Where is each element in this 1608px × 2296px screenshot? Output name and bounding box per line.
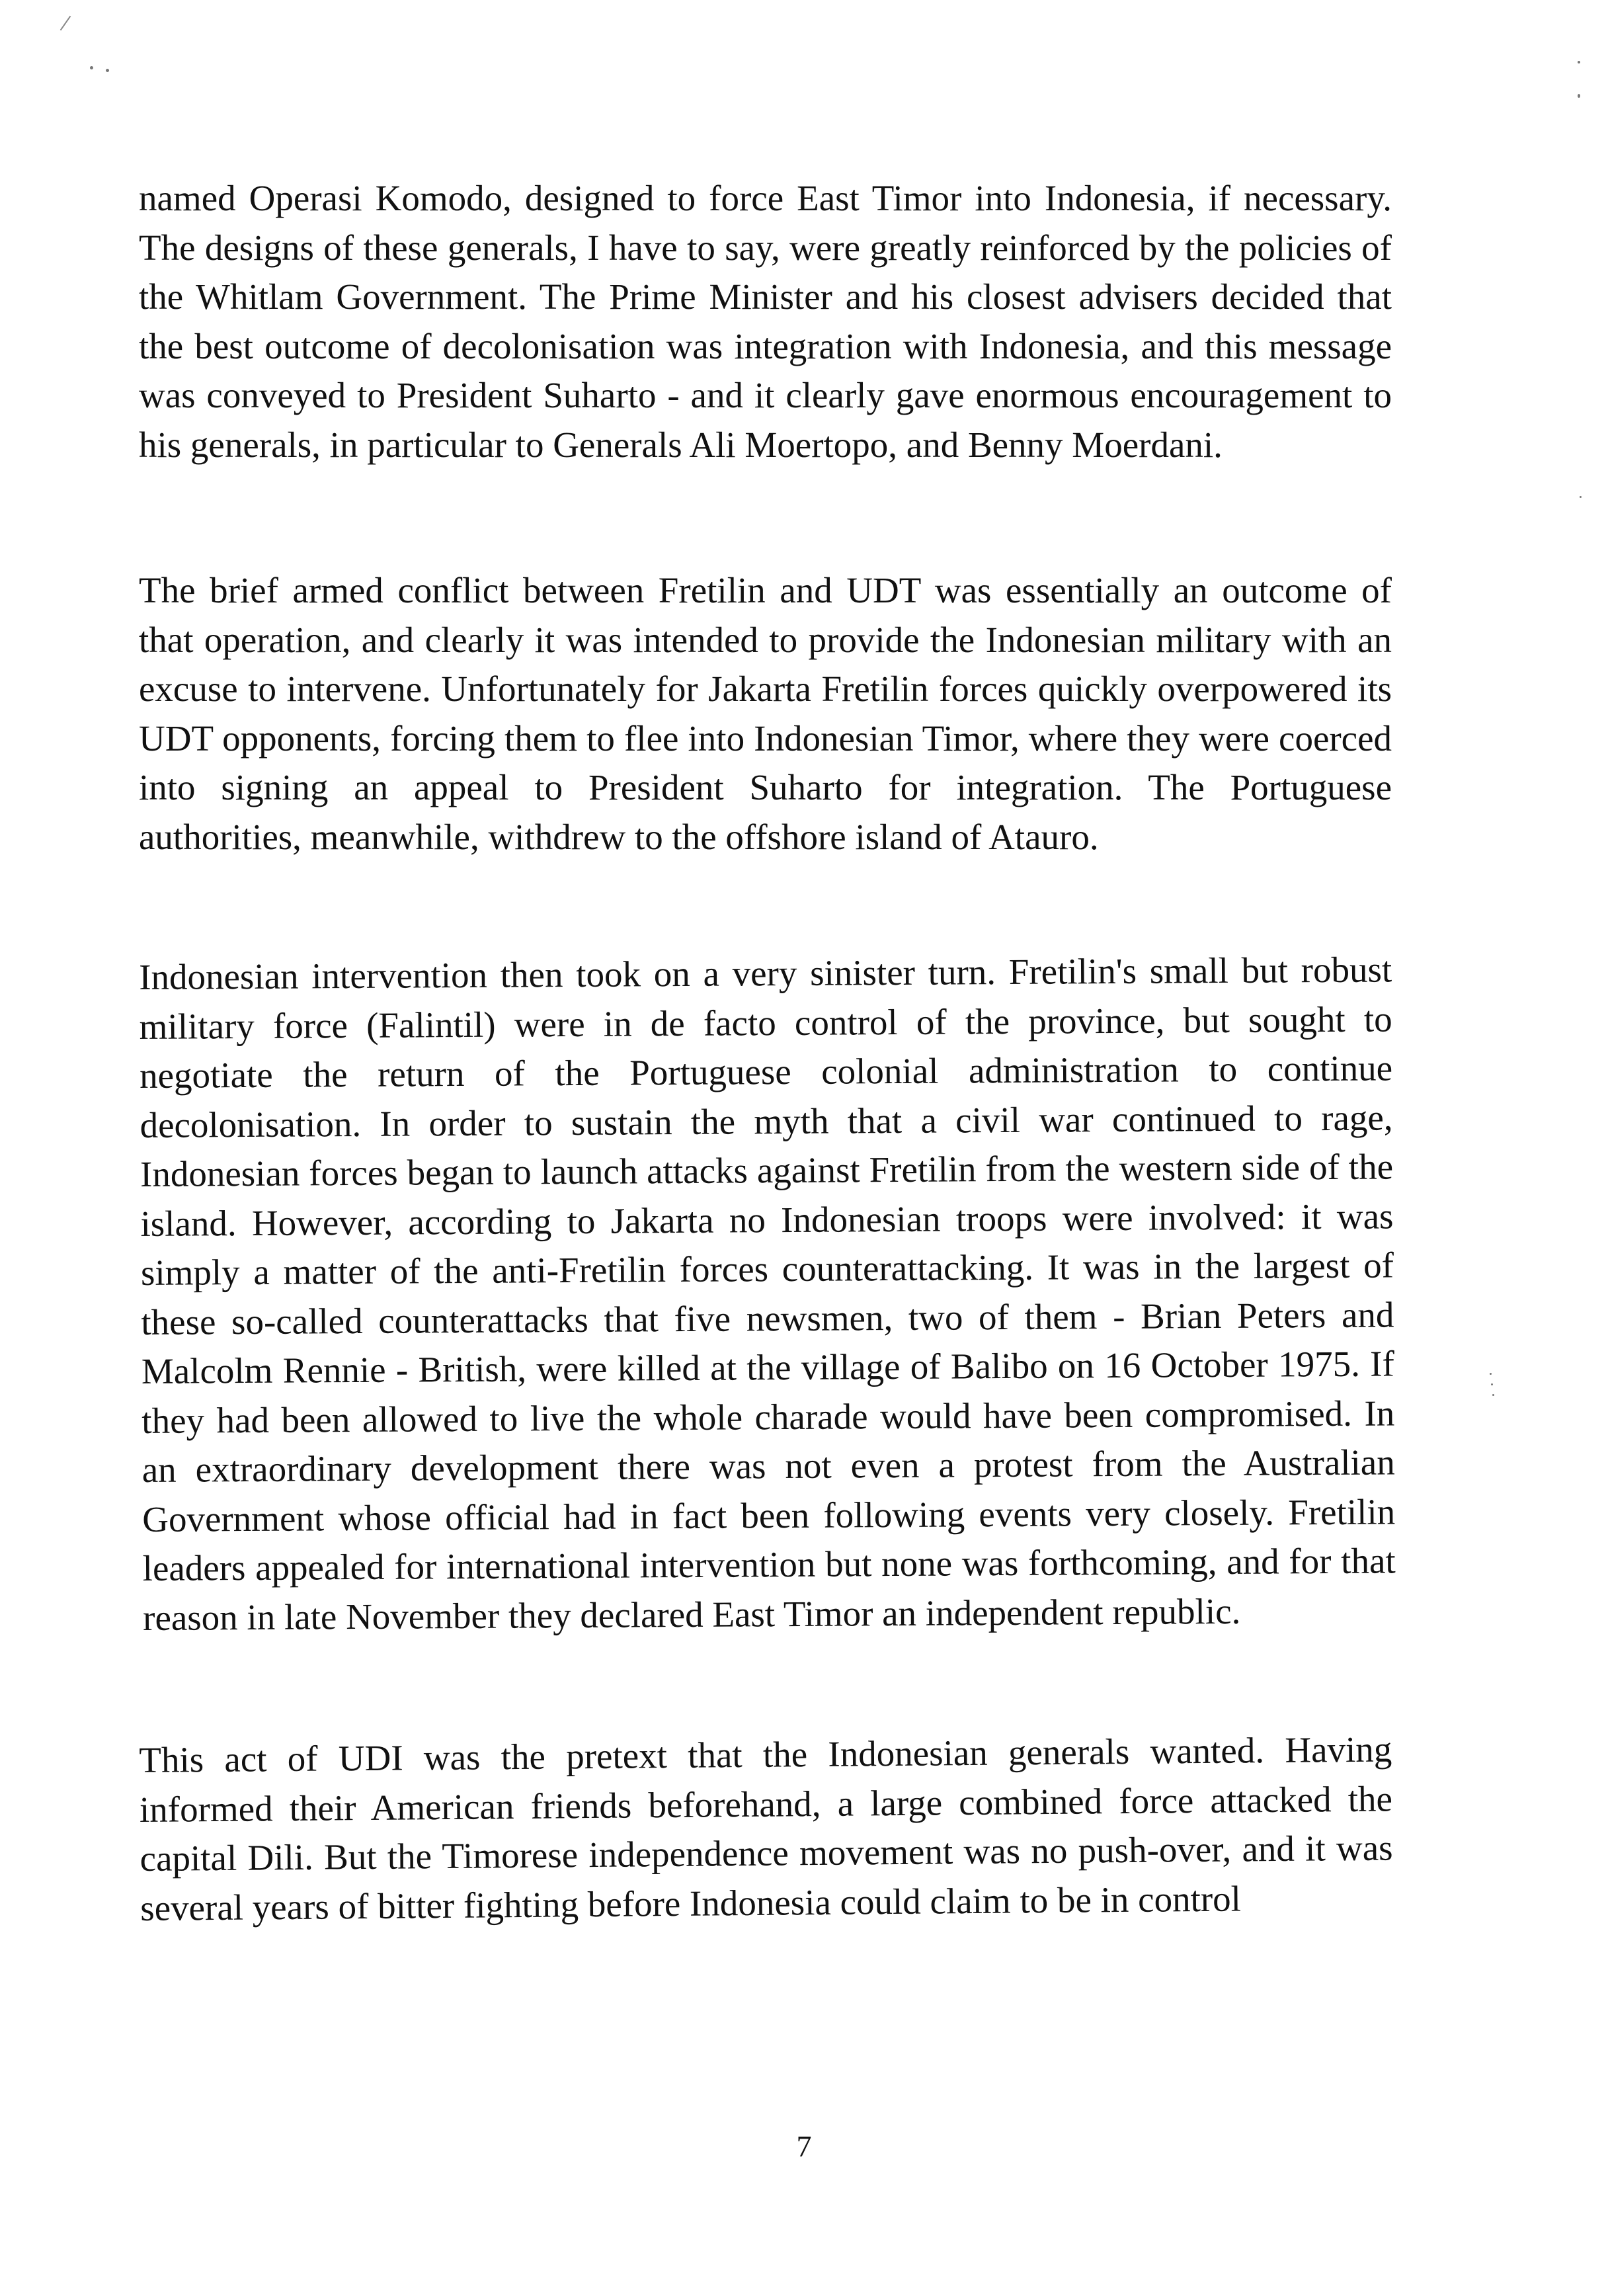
body-paragraph: This act of UDI was the pretext that the Indonesian generals wanted. Having informed their American friends beforehand, a large combined force attacked the capital Dili. But the Timorese independence movement was no push-over, and it was several years of bitter fighting before Indonesia could claim to be in control <box>139 1729 1393 1928</box>
page-number: 7 <box>796 2129 812 2163</box>
scan-speck <box>1492 1394 1494 1396</box>
scan-speck <box>106 69 109 72</box>
body-paragraph: Indonesian intervention then took on a very sinister turn. Fretilin's small but robust military force (Falintil) were in de facto control of the province, but sought to negotiate the return of the Portuguese colonial administration to continue decolonisation. In order to sustain the myth that a civil war continued to rage, Indonesian forces began to launch attacks against Fretilin from the western side of the island. However, according to Jakarta no Indonesian troops were involved: it was simply a matter of the anti-Fretilin forces counterattacking. It was in the largest of these so-called counterattacks that five newsmen, two of them - Brian Peters and Malcolm Rennie - British, were killed at the village of Balibo on 16 October 1975. If they had been allowed to live the whole charade would have been compromised. In an extraordinary development there was not even a protest from the Australian Government whose official had in fact been following events very closely. Fretilin leaders appealed for international intervention but none was forthcoming, and for that reason in late November they declared East Timor an independent republic. <box>139 949 1396 1638</box>
body-paragraph: named Operasi Komodo, designed to force East Timor into Indonesia, if necessary. The designs of these generals, I have to say, were greatly reinforced by the policies of the Whitlam Government. The Prime Minister and his closest advisers decided that the best outcome of decolonisation was integration with Indonesia, and this message was conveyed to President Suharto - and it clearly gave enormous encouragement to his generals, in particular to Generals Ali Moertopo, and Benny Moerdani. <box>139 178 1392 465</box>
scan-mark <box>60 16 71 30</box>
scan-speck <box>1580 496 1582 498</box>
scan-speck <box>1491 1383 1493 1385</box>
scan-speck <box>90 66 93 69</box>
scan-speck <box>1578 94 1580 98</box>
scan-speck <box>1490 1373 1492 1375</box>
scan-speck <box>1578 61 1580 63</box>
body-paragraph: The brief armed conflict between Fretilin and UDT was essentially an outcome of that operation, and clearly it was intended to provide the Indonesian military with an excuse to intervene. Unfortunately for Jakarta Fretilin forces quickly overpowered its UDT opponents, forcing them to flee into Indonesian Timor, where they were coerced into signing an appeal to President Suharto for integration. The Portuguese authorities, meanwhile, withdrew to the offshore island of Atauro. <box>139 570 1392 857</box>
